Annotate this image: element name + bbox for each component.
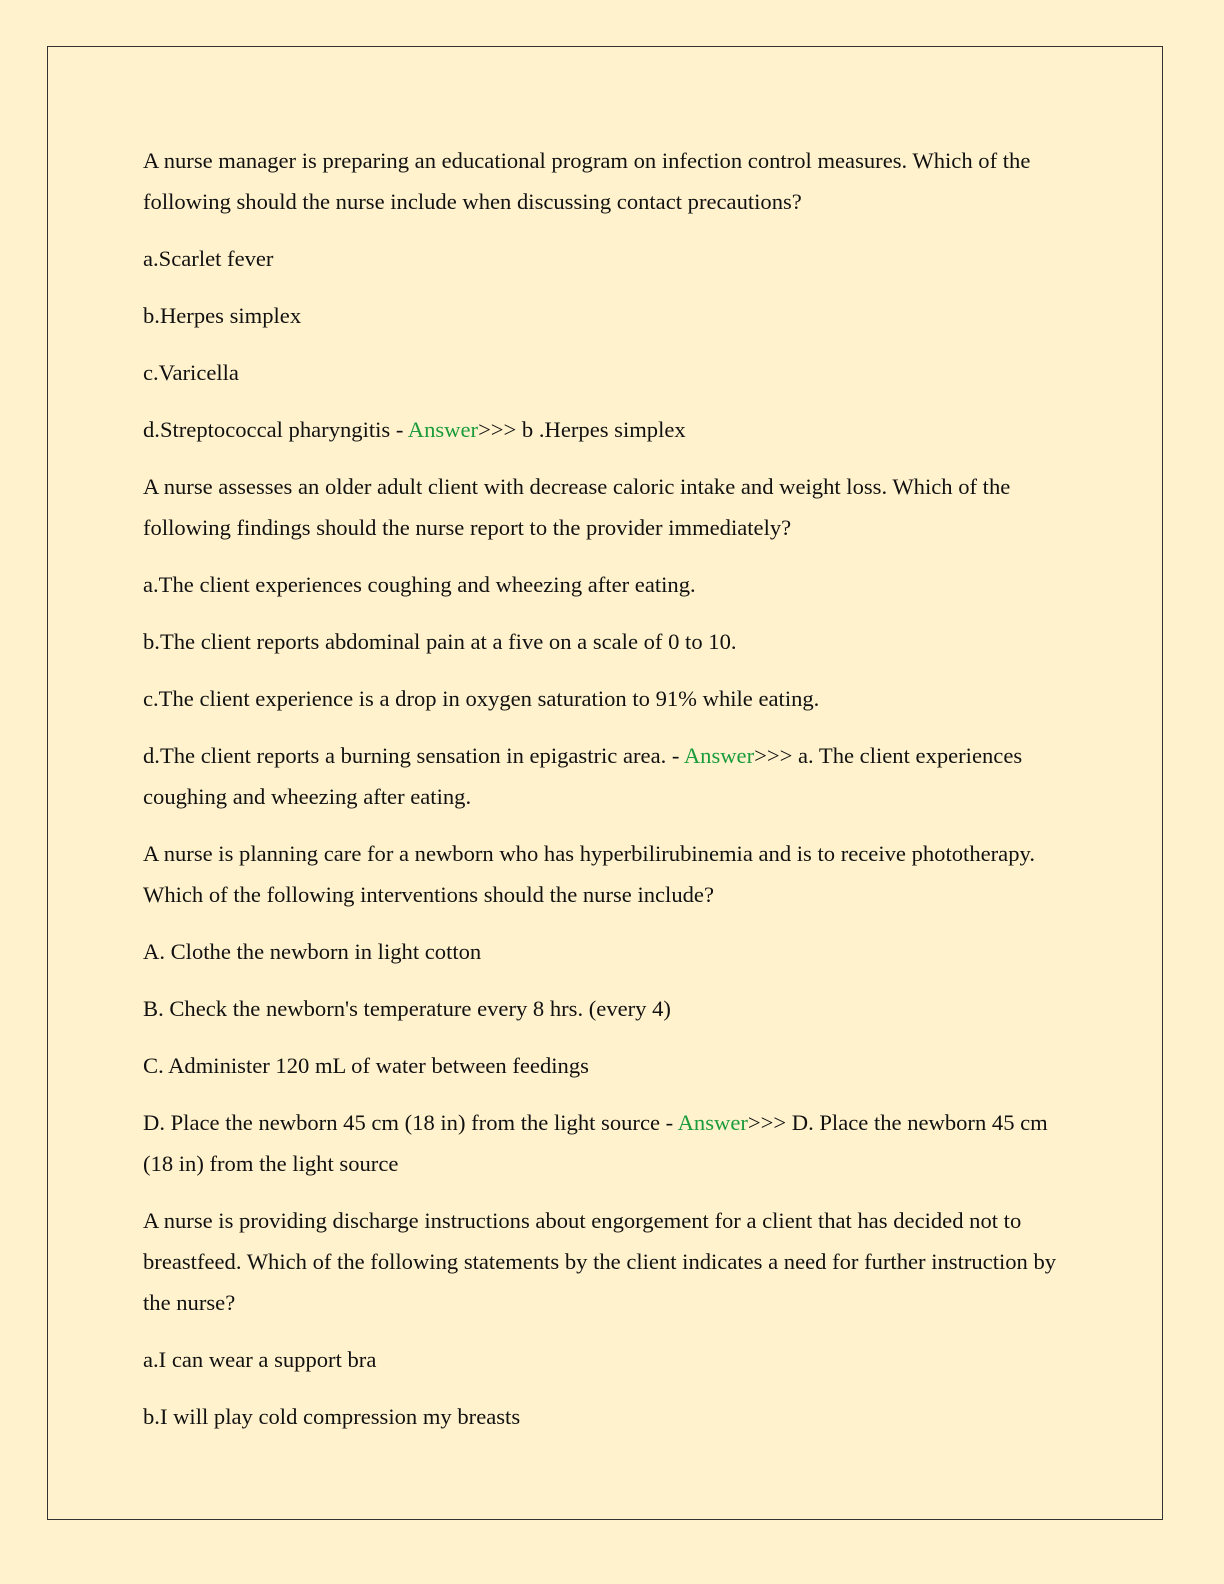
option-text: b.The client reports abdominal pain at a five on a scale of 0 to 10. [143, 629, 737, 654]
answer-text: >>> b .Herpes simplex [478, 417, 686, 442]
option-text: d.The client reports a burning sensation in epigastric area. - [143, 743, 684, 768]
answer-text: >>> a. The client experiences coughing and wheezing after eating. [143, 743, 1023, 809]
answer-label: Answer [683, 743, 755, 768]
answer-line [143, 1102, 1083, 1184]
document-body [143, 140, 1083, 1453]
option-text: D. Place the newborn 45 cm (18 in) from the light source - [143, 1110, 678, 1135]
option-text: b.I will play cold compression my breasts [143, 1404, 521, 1429]
answer-label: Answer [677, 1110, 748, 1135]
option-text: c.The client experience is a drop in oxygen saturation to 91% while eating. [143, 686, 820, 711]
option-text: A. Clothe the newborn in light cotton [143, 939, 482, 964]
question-text: A nurse assesses an older adult client with decrease caloric intake and weight loss. Which of the following findings should the nurse report to the provider immediately? [143, 474, 1011, 540]
answer-line [143, 735, 1083, 817]
option-text: a.The client experiences coughing and wheezing after eating. [143, 572, 696, 597]
answer-label: Answer [407, 417, 479, 442]
answer-text: >>> D. Place the newborn 45 cm (18 in) from the light source [143, 1110, 1048, 1176]
option-text: c.Varicella [143, 360, 239, 385]
answer-line [143, 409, 1083, 450]
option-text: B. Check the newborn's temperature every 8 hrs. (every 4) [143, 996, 671, 1021]
option-text: a.I can wear a support bra [143, 1347, 377, 1372]
option-text: b.Herpes simplex [143, 303, 302, 328]
question-text: A nurse is planning care for a newborn who has hyperbilirubinemia and is to receive phototherapy. Which of the following interventions should the nurse include? [143, 841, 1035, 907]
option-text: d.Streptococcal pharyngitis - [143, 417, 408, 442]
question-text: A nurse is providing discharge instructions about engorgement for a client that has decided not to breastfeed. Which of the following statements by the client indicates a need for further instruction by the nurse? [143, 1208, 1057, 1315]
question-text: A nurse manager is preparing an educational program on infection control measures. Which of the following should the nurse include when discussing contact precautions? [143, 148, 1031, 214]
option-text: C. Administer 120 mL of water between feedings [143, 1053, 589, 1078]
option-text: a.Scarlet fever [143, 246, 274, 271]
